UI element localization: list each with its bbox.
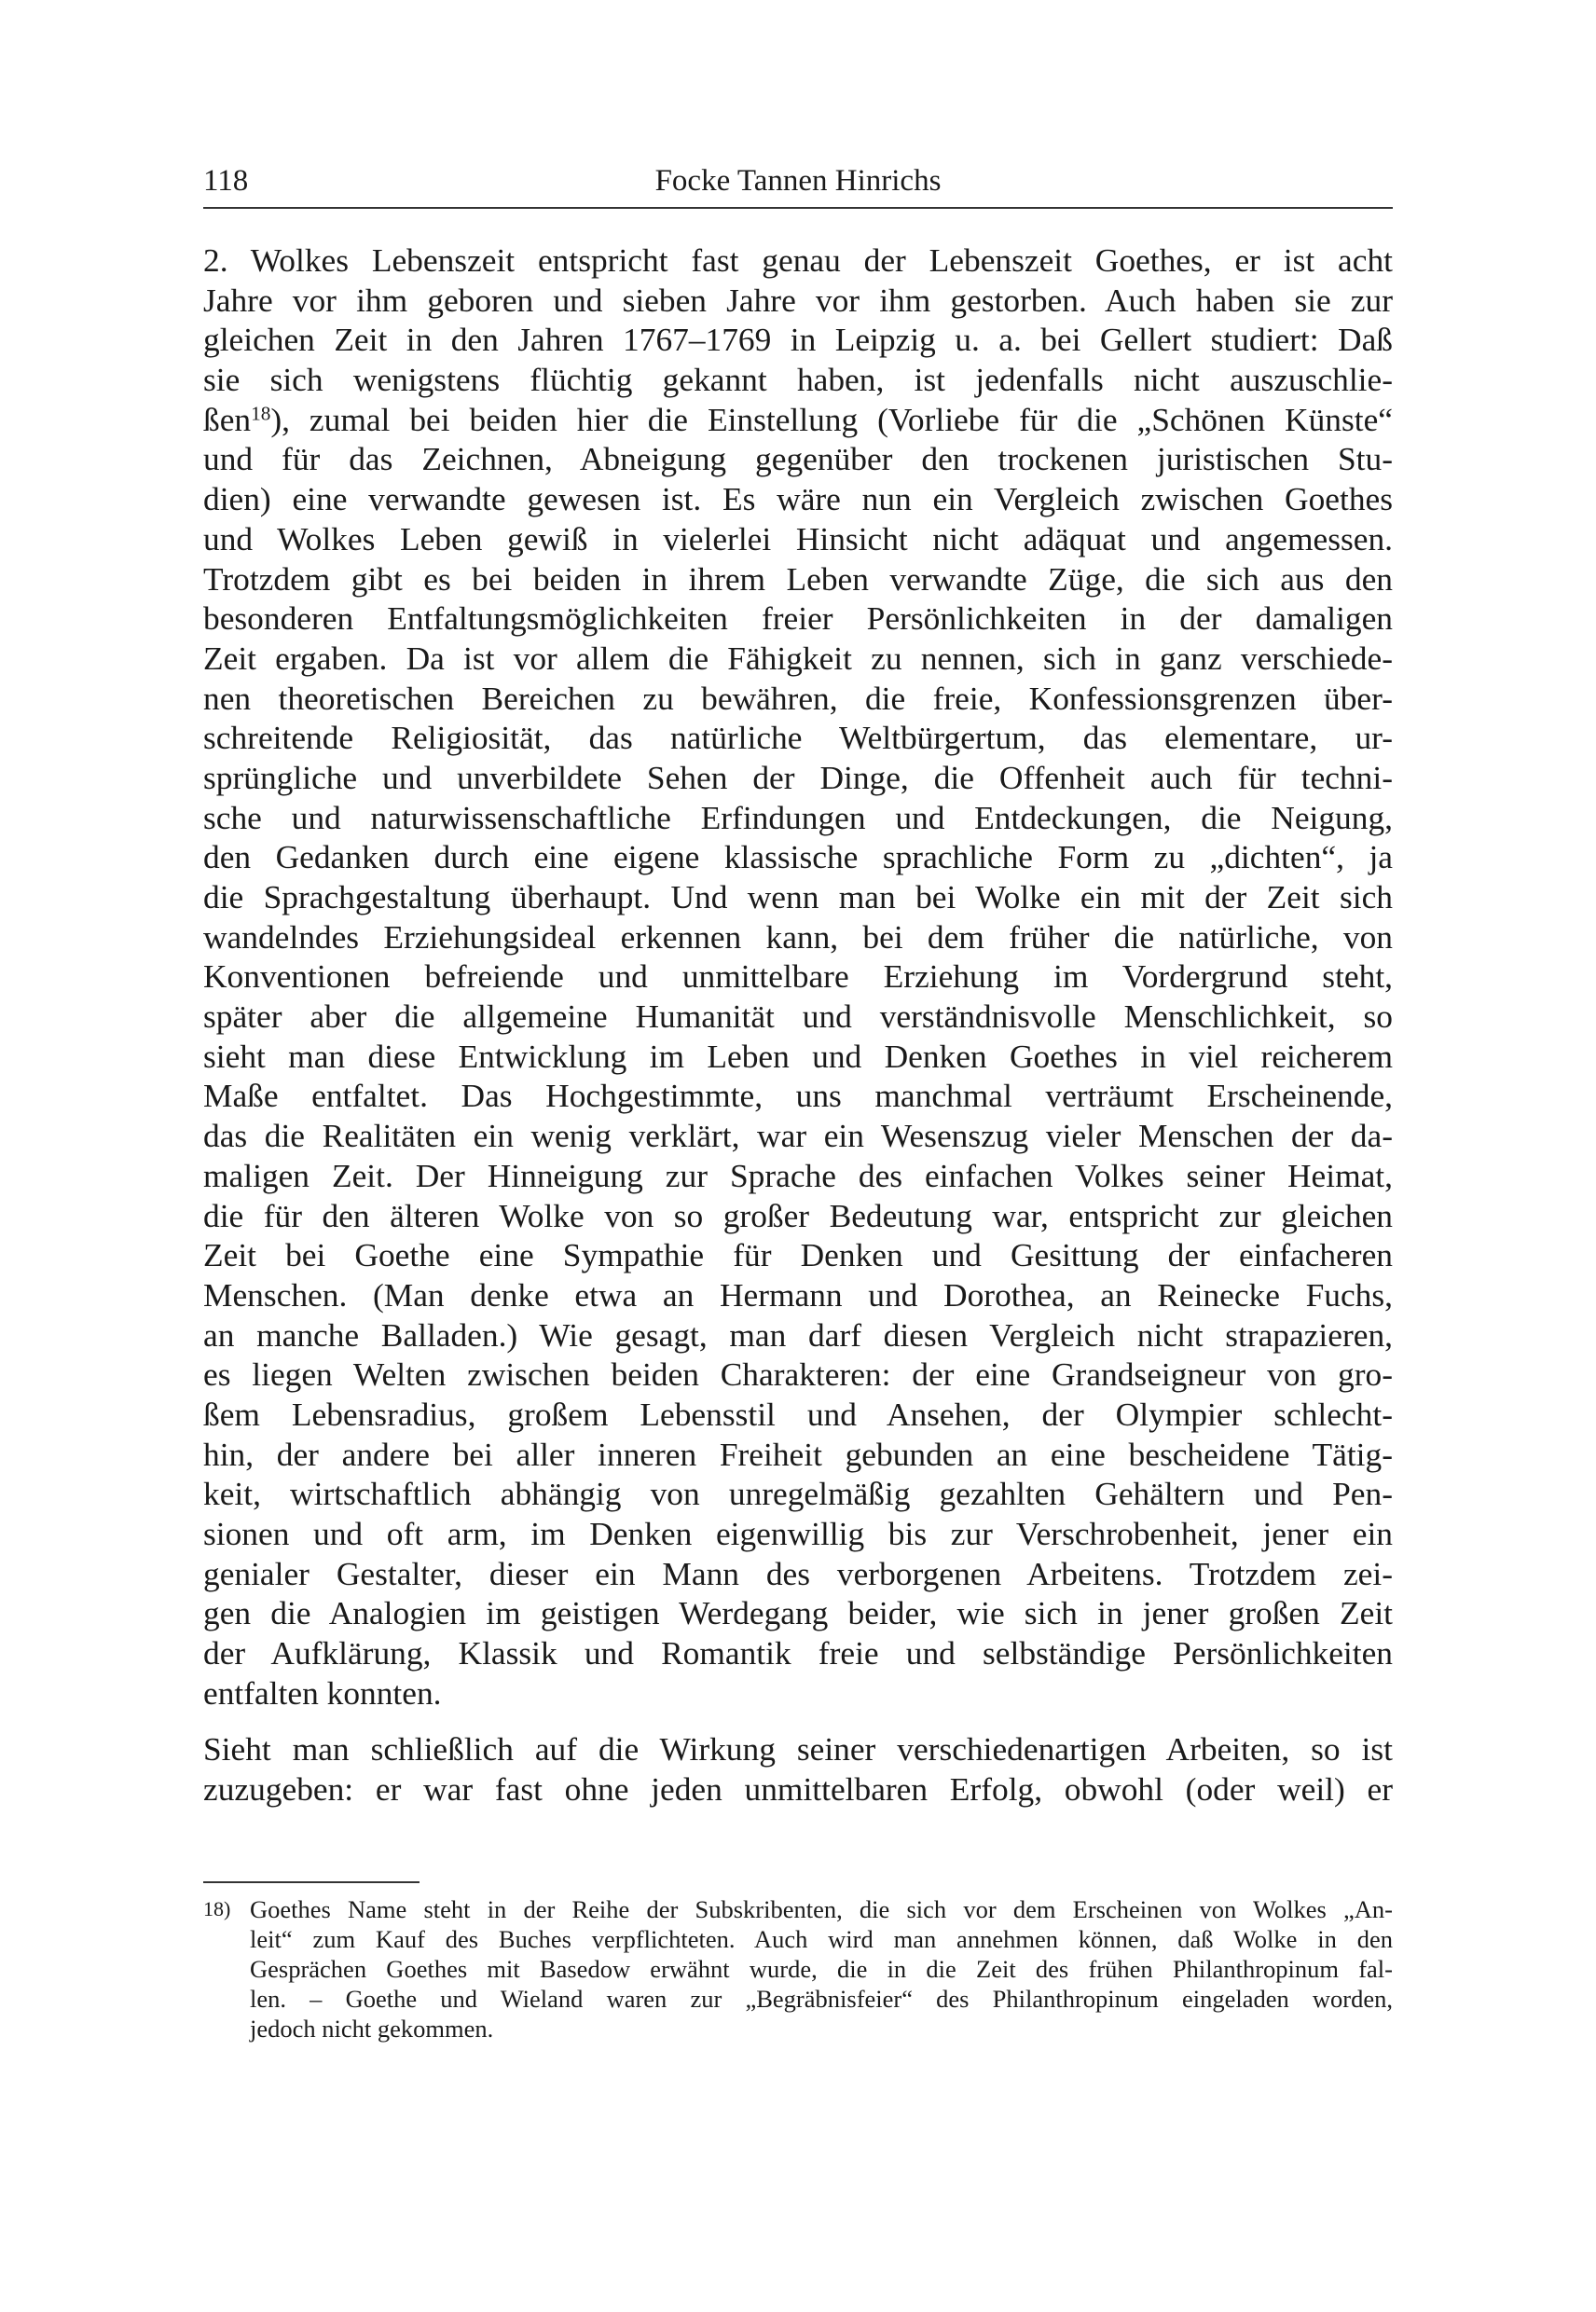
text-line: Konventionen befreiende und unmittelbare Erziehung im Vordergrund steht,: [203, 957, 1393, 996]
text-line: Maße entfaltet. Das Hochgestimmte, uns manchmal verträumt Erscheinende,: [203, 1077, 1393, 1115]
text-line: Zeit bei Goethe eine Sympathie für Denken und Gesittung der einfacheren: [203, 1236, 1393, 1274]
footnote-divider: [203, 1881, 420, 1883]
text-line: die für den älteren Wolke von so großer Bedeutung war, entspricht zur gleichen: [203, 1196, 1393, 1234]
text-line: entfalten konnten.: [203, 1673, 442, 1712]
footnote-line: Goethes Name steht in der Reihe der Subskribenten, die sich vor dem Erscheinen von Wolkes „An-: [250, 1895, 1393, 1923]
text-line: maligen Zeit. Der Hinneigung zur Sprache des einfachen Volkes seiner Heimat,: [203, 1156, 1393, 1194]
text-line: den Gedanken durch eine eigene klassische sprachliche Form zu „dichten“, ja: [203, 838, 1393, 876]
text-line: genialer Gestalter, dieser ein Mann des verborgenen Arbeitens. Trotzdem zei-: [203, 1554, 1393, 1592]
running-header: [203, 151, 1393, 209]
text-line: gen die Analogien im geistigen Werdegang beider, wie sich in jener großen Zeit: [203, 1594, 1393, 1632]
text-line: das die Realitäten ein wenig verklärt, war ein Wesenszug vieler Menschen der da-: [203, 1117, 1393, 1155]
text-line: ßem Lebensradius, großem Lebensstil und Ansehen, der Olympier schlecht-: [203, 1395, 1393, 1433]
page-number: 118: [203, 164, 249, 198]
text-line: Sieht man schließlich auf die Wirkung seiner verschiedenartigen Arbeiten, so ist: [203, 1730, 1393, 1768]
text-line: der Aufklärung, Klassik und Romantik freie und selbständige Persönlichkeiten: [203, 1634, 1393, 1672]
text-fragment: ßen: [203, 400, 252, 438]
paragraph: [203, 241, 1393, 1713]
text-line: Trotzdem gibt es bei beiden in ihrem Leben verwandte Züge, die sich aus den: [203, 559, 1393, 598]
text-line: gleichen Zeit in den Jahren 1767–1769 in Leipzig u. a. bei Gellert studiert: Daß: [203, 321, 1393, 359]
text-line: und für das Zeichnen, Abneigung gegenüber den trockenen juristischen Stu-: [203, 440, 1393, 478]
text-line: dien) eine verwandte gewesen ist. Es wäre nun ein Vergleich zwischen Goethes: [203, 480, 1393, 518]
footnote-line: Gesprächen Goethes mit Basedow erwähnt wurde, die in die Zeit des frühen Philanthropinum fal-: [250, 1955, 1393, 1983]
text-line: und Wolkes Leben gewiß in vielerlei Hinsicht nicht adäquat und angemessen.: [203, 519, 1393, 557]
footnote-line: len. – Goethe und Wieland waren zur „Begräbnisfeier“ des Philanthropinum eingeladen worden,: [250, 1985, 1393, 2013]
footnote-line: leit“ zum Kauf des Buches verpflichteten. Auch wird man annehmen können, daß Wolke in den: [250, 1925, 1393, 1953]
text-line: sionen und oft arm, im Denken eigenwillig bis zur Verschrobenheit, jener ein: [203, 1515, 1393, 1552]
text-fragment: ), zumal bei beiden hier die Einstellung (Vorliebe für die „Schönen Künste“: [270, 400, 1393, 438]
footnote-reference: 18: [251, 402, 271, 425]
text-line: später aber die allgemeine Humanität und verständnisvolle Menschlichkeit, so: [203, 998, 1393, 1036]
text-line: sprüngliche und unverbildete Sehen der Dinge, die Offenheit auch für techni-: [203, 758, 1393, 796]
footnote: [203, 1894, 1393, 2044]
paragraph: [203, 1729, 1393, 1809]
text-line: schreitende Religiosität, das natürliche Weltbürgertum, das elementare, ur-: [203, 719, 1393, 757]
text-line: Menschen. (Man denke etwa an Hermann und Dorothea, an Reinecke Fuchs,: [203, 1275, 1393, 1314]
text-line: zuzugeben: er war fast ohne jeden unmittelbaren Erfolg, obwohl (oder weil) er: [203, 1770, 1393, 1809]
text-line: es liegen Welten zwischen beiden Charakteren: der eine Grandseigneur von gro-: [203, 1356, 1393, 1394]
text-line: Zeit ergaben. Da ist vor allem die Fähigkeit zu nennen, sich in ganz verschiede-: [203, 639, 1393, 677]
text-line: Jahre vor ihm geboren und sieben Jahre vor ihm gestorben. Auch haben sie zur: [203, 281, 1393, 319]
text-line: sieht man diese Entwicklung im Leben und Denken Goethes in viel reicherem: [203, 1037, 1393, 1075]
text-line: [203, 400, 1393, 440]
text-line: sche und naturwissenschaftliche Erfindungen und Entdeckungen, die Neigung,: [203, 798, 1393, 836]
text-line: an manche Balladen.) Wie gesagt, man darf diesen Vergleich nicht strapazieren,: [203, 1315, 1393, 1354]
text-line: nen theoretischen Bereichen zu bewähren, die freie, Konfessionsgrenzen über-: [203, 679, 1393, 717]
text-line: wandelndes Erziehungsideal erkennen kann, bei dem früher die natürliche, von: [203, 917, 1393, 956]
footnote-line: jedoch nicht gekommen.: [250, 2015, 494, 2043]
footnote-marker: 18): [203, 1897, 231, 1920]
main-text: [203, 241, 1393, 1810]
text-line: die Sprachgestaltung überhaupt. Und wenn man bei Wolke ein mit der Zeit sich: [203, 878, 1393, 915]
text-line: besonderen Entfaltungsmöglichkeiten freier Persönlichkeiten in der damaligen: [203, 599, 1393, 638]
text-line: sie sich wenigstens flüchtig gekannt haben, ist jedenfalls nicht auszuschlie-: [203, 361, 1393, 399]
text-line: 2. Wolkes Lebenszeit entspricht fast genau der Lebenszeit Goethes, er ist acht: [203, 241, 1393, 279]
text-line: hin, der andere bei aller inneren Freiheit gebunden an eine bescheidene Tätig-: [203, 1435, 1393, 1473]
text-line: keit, wirtschaftlich abhängig von unregelmäßig gezahlten Gehältern und Pen-: [203, 1475, 1393, 1513]
running-title: Focke Tannen Hinrichs: [654, 164, 942, 198]
